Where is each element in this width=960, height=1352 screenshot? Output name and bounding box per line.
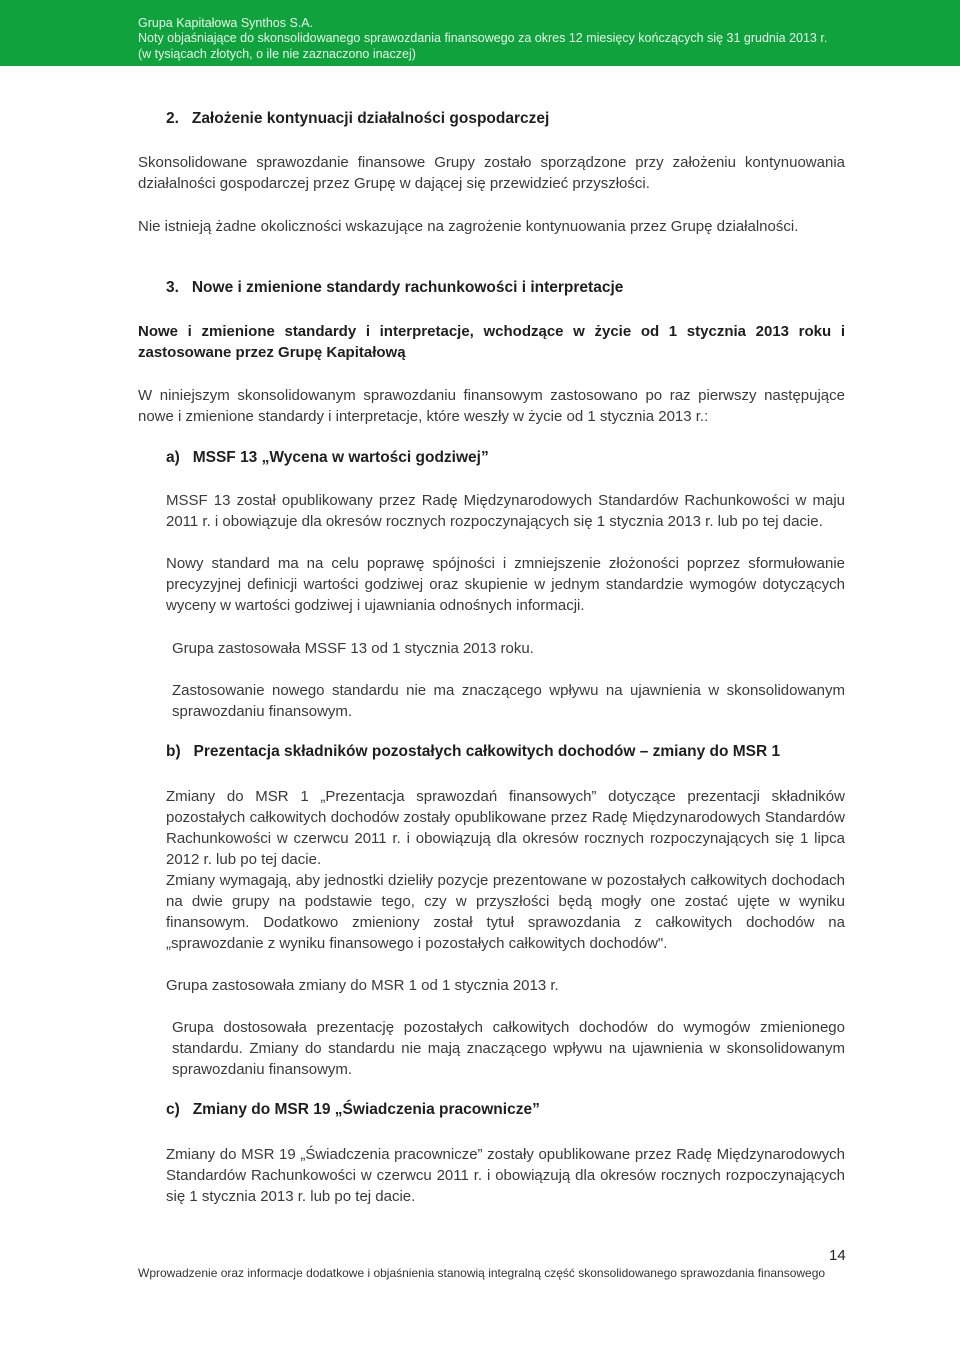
header-document-title: Noty objaśniające do skonsolidowanego sprawozdania finansowego za okres 12 miesięcy kończących się 31 grudnia 2013 r. [138, 31, 828, 45]
item-a-paragraph-2: Nowy standard ma na celu poprawę spójności i zmniejszenie złożoności poprzez sformułowanie precyzyjnej definicji wartości godziwej oraz skupienie w jednym standardzie wymogów dotyczących wyceny w wartości godziwej i ujawniania odnośnych informacji. [166, 555, 845, 614]
page-footer: Wprowadzenie oraz informacje dodatkowe i objaśnienia stanowią integralną część skonsolidowanego sprawozdania finansowego [138, 1266, 826, 1280]
item-b-paragraph-3: Grupa zastosowała zmiany do MSR 1 od 1 stycznia 2013 r. [166, 977, 559, 994]
section-2-title: 2. Założenie kontynuacji działalności gospodarczej [166, 110, 550, 127]
section-3-intro: W niniejszym skonsolidowanym sprawozdaniu finansowym zastosowano po raz pierwszy następujące nowe i zmienione standardy i interpretacje, które weszły w życie od 1 stycznia 2013 r.: [138, 387, 845, 425]
header-units-note: (w tysiącach złotych, o ile nie zaznaczono inaczej) [138, 47, 416, 61]
item-a-paragraph-1: MSSF 13 został opublikowany przez Radę Międzynarodowych Standardów Rachunkowości w maju 2011 r. i obowiązuje dla okresów rocznych rozpoczynających się 1 stycznia 2013 r. lub po tej dacie. [166, 492, 845, 530]
item-b-paragraph-1: Zmiany do MSR 1 „Prezentacja sprawozdań finansowych” dotyczące prezentacji składników pozostałych całkowitych dochodów zostały opublikowane przez Radę Międzynarodowych Standardów Rachunkowości w czerwcu 2011 r. i obowiązują dla okresów rocznych rozpoczynających się 1 lipca 2012 r. lub po tej dacie. [166, 788, 845, 868]
item-b-title: b) Prezentacja składników pozostałych całkowitych dochodów – zmiany do MSR 1 [166, 743, 781, 760]
item-c-title: c) Zmiany do MSR 19 „Świadczenia pracownicze” [166, 1101, 540, 1118]
item-b-paragraph-4: Grupa dostosowała prezentację pozostałych całkowitych dochodów do wymogów zmienionego standardu. Zmiany do standardu nie mają znaczącego wpływu na ujawnienia w skonsolidowanym sprawozdaniu finansowym. [172, 1019, 845, 1078]
page-number: 14 [829, 1247, 846, 1264]
item-c-paragraph-1: Zmiany do MSR 19 „Świadczenia pracownicze” zostały opublikowane przez Radę Międzynarodowych Standardów Rachunkowości w czerwcu 2011 r. i obowiązują dla okresów rocznych rozpoczynających się 1 stycznia 2013 r. lub po tej dacie. [166, 1146, 845, 1205]
item-a-paragraph-4: Zastosowanie nowego standardu nie ma znaczącego wpływu na ujawnienia w skonsolidowanym sprawozdaniu finansowym. [172, 682, 845, 720]
item-b-paragraph-2: Zmiany wymagają, aby jednostki dzieliły pozycje prezentowane w pozostałych całkowitych dochodach na dwie grupy na podstawie tego, czy w przyszłości będą mogły one zostać ujęte w wyniku finansowym. Dodatkowo zmieniony został tytuł sprawozdania z całkowitych dochodów na „sprawozdanie z wyniku finansowego i pozostałych całkowitych dochodów". [166, 872, 845, 952]
header-company: Grupa Kapitałowa Synthos S.A. [138, 16, 314, 30]
section-3-subtitle: Nowe i zmienione standardy i interpretacje, wchodzące w życie od 1 stycznia 2013 roku i zastosowane przez Grupę Kapitałową [138, 323, 845, 361]
item-a-paragraph-3: Grupa zastosowała MSSF 13 od 1 stycznia 2013 roku. [172, 640, 534, 657]
item-a-title: a) MSSF 13 „Wycena w wartości godziwej” [166, 449, 489, 466]
section-3-title: 3. Nowe i zmienione standardy rachunkowości i interpretacje [166, 279, 624, 296]
page-header [0, 0, 960, 66]
section-2-paragraph-2: Nie istnieją żadne okoliczności wskazujące na zagrożenie kontynuowania przez Grupę działalności. [138, 218, 799, 235]
section-2-paragraph-1: Skonsolidowane sprawozdanie finansowe Grupy zostało sporządzone przy założeniu kontynuowania działalności gospodarczej przez Grupę w dającej się przewidzieć przyszłości. [138, 154, 845, 192]
